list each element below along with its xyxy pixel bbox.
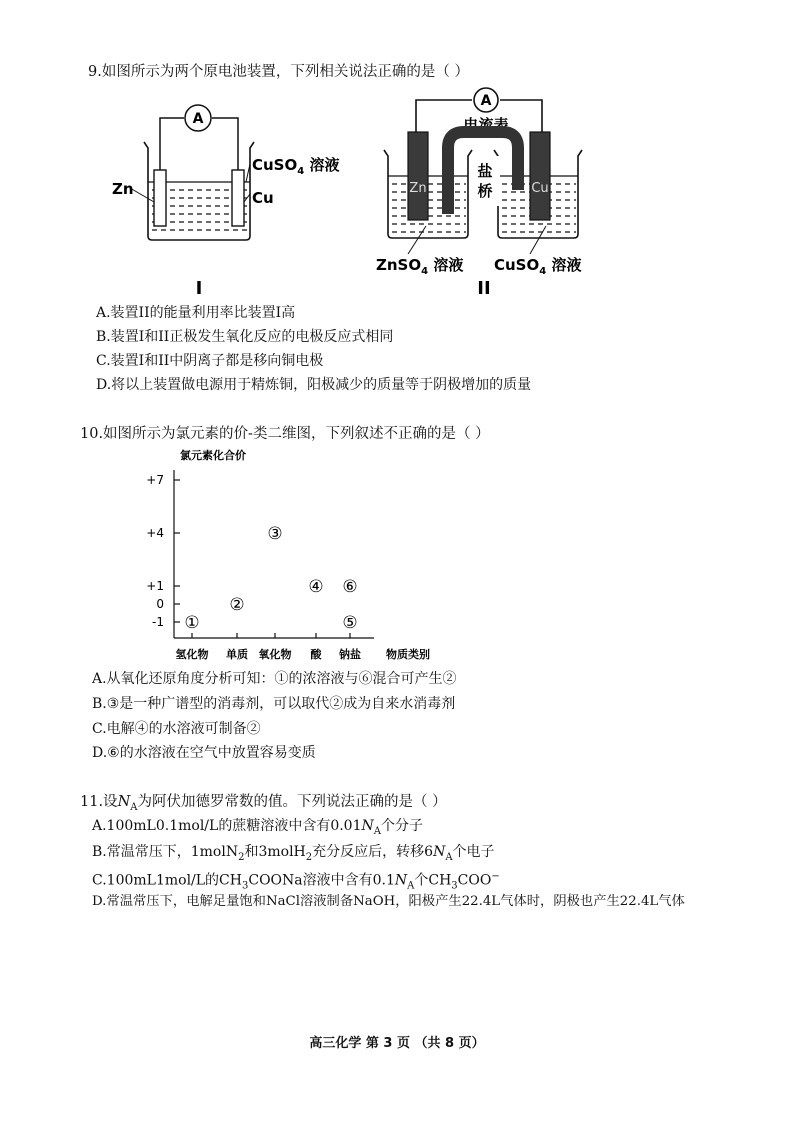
y-tick-label: 0 [156, 597, 164, 611]
q11-option-a: A.100mL0.1mol/L的蔗糖溶液中含有$0.01N_A$个分子 [92, 818, 423, 837]
ammeter-symbol: A [480, 93, 492, 109]
q10-option-a: A.从氧化还原角度分析可知：①的浓溶液与⑥混合可产生② [92, 671, 457, 687]
q10-option-c: C.电解④的水溶液可制备② [92, 721, 261, 737]
q9-option-a: A.装置II的能量利用率比装置I高 [96, 305, 296, 321]
q9-option-c: C.装置I和II中阴离子都是移向铜电极 [96, 353, 324, 369]
data-point-marker: ① [184, 613, 200, 633]
q10-option-b: B.③是一种广谱型的消毒剂，可以取代②成为自来水消毒剂 [92, 696, 456, 712]
cu-label: Cu [531, 181, 549, 196]
y-tick-label: +7 [146, 473, 164, 487]
cuso4-label: CuSO$_4$ 溶液 [494, 256, 582, 277]
figure-2-label: II [477, 278, 491, 298]
data-point-marker: ⑥ [342, 577, 358, 597]
zn-electrode [154, 170, 166, 226]
x-axis-label: 物质类别 [386, 648, 430, 661]
q11-option-d: D.常温常压下，电解足量饱和NaCl溶液制备NaOH，阳极产生22.4L气体时，阴极也产生22.4L气体 [92, 894, 685, 909]
zn-label: Zn [112, 180, 134, 198]
q9-option-b: B.装置I和II正极发生氧化反应的电极反应式相同 [96, 329, 394, 345]
ammeter-symbol: A [192, 111, 204, 127]
x-tick-label: 钠盐 [339, 648, 361, 661]
q9-option-d: D.将以上装置做电源用于精炼铜，阳极减少的质量等于阴极增加的质量 [96, 377, 532, 393]
y-tick-label: -1 [152, 615, 164, 629]
data-point-marker: ④ [308, 577, 324, 597]
data-point-marker: ⑤ [342, 613, 358, 633]
y-tick-label: +4 [146, 526, 164, 540]
zn-label: Zn [409, 181, 427, 196]
cu-label: Cu [252, 189, 274, 207]
y-tick-label: +1 [146, 579, 164, 593]
cu-electrode [232, 170, 244, 226]
q11-stem: 11.设$N_A$为阿伏加德罗常数的值。下列说法正确的是（ ） [80, 794, 447, 813]
ammeter-label: 电流表 [463, 116, 509, 134]
y-axis-label: 氯元素化合价 [180, 449, 246, 462]
q10-option-d: D.⑥的水溶液在空气中放置容易变质 [92, 745, 316, 761]
figure-1-label: I [195, 278, 203, 298]
cuso4-label: CuSO$_4$ 溶液 [252, 156, 340, 177]
q9-stem: 9.如图所示为两个原电池装置，下列相关说法正确的是（ ） [88, 64, 469, 80]
x-tick-label: 氢化物 [175, 648, 209, 661]
q11-option-c: C.100mL1mol/L的$CH_3COONa$溶液中含有$0.1N_A$个$CH_3COO^-$ [92, 871, 500, 892]
znso4-label: ZnSO$_4$ 溶液 [376, 256, 464, 277]
salt-bridge-label-1: 盐 [477, 162, 493, 180]
valence-class-chart [136, 446, 456, 668]
zn-electrode [408, 132, 428, 220]
cu-electrode [530, 132, 550, 220]
data-point-marker: ③ [267, 524, 283, 544]
figure-galvanic-cell-2 [370, 86, 600, 298]
data-point-marker: ② [229, 595, 245, 615]
x-tick-label: 酸 [310, 648, 322, 661]
q10-stem: 10.如图所示为氯元素的价-类二维图，下列叙述不正确的是（ ） [80, 426, 490, 442]
x-tick-label: 单质 [226, 648, 248, 661]
q11-option-b: B.常温常压下，1molN$_2$和3molH$_2$充分反应后，转移$6N_A$个电子 [92, 844, 495, 863]
x-tick-label: 氧化物 [258, 648, 292, 661]
salt-bridge-label-2: 桥 [477, 182, 493, 200]
figure-galvanic-cell-1 [100, 98, 360, 298]
page-footer: 高三化学 第 3 页 （共 8 页） [309, 1036, 485, 1051]
